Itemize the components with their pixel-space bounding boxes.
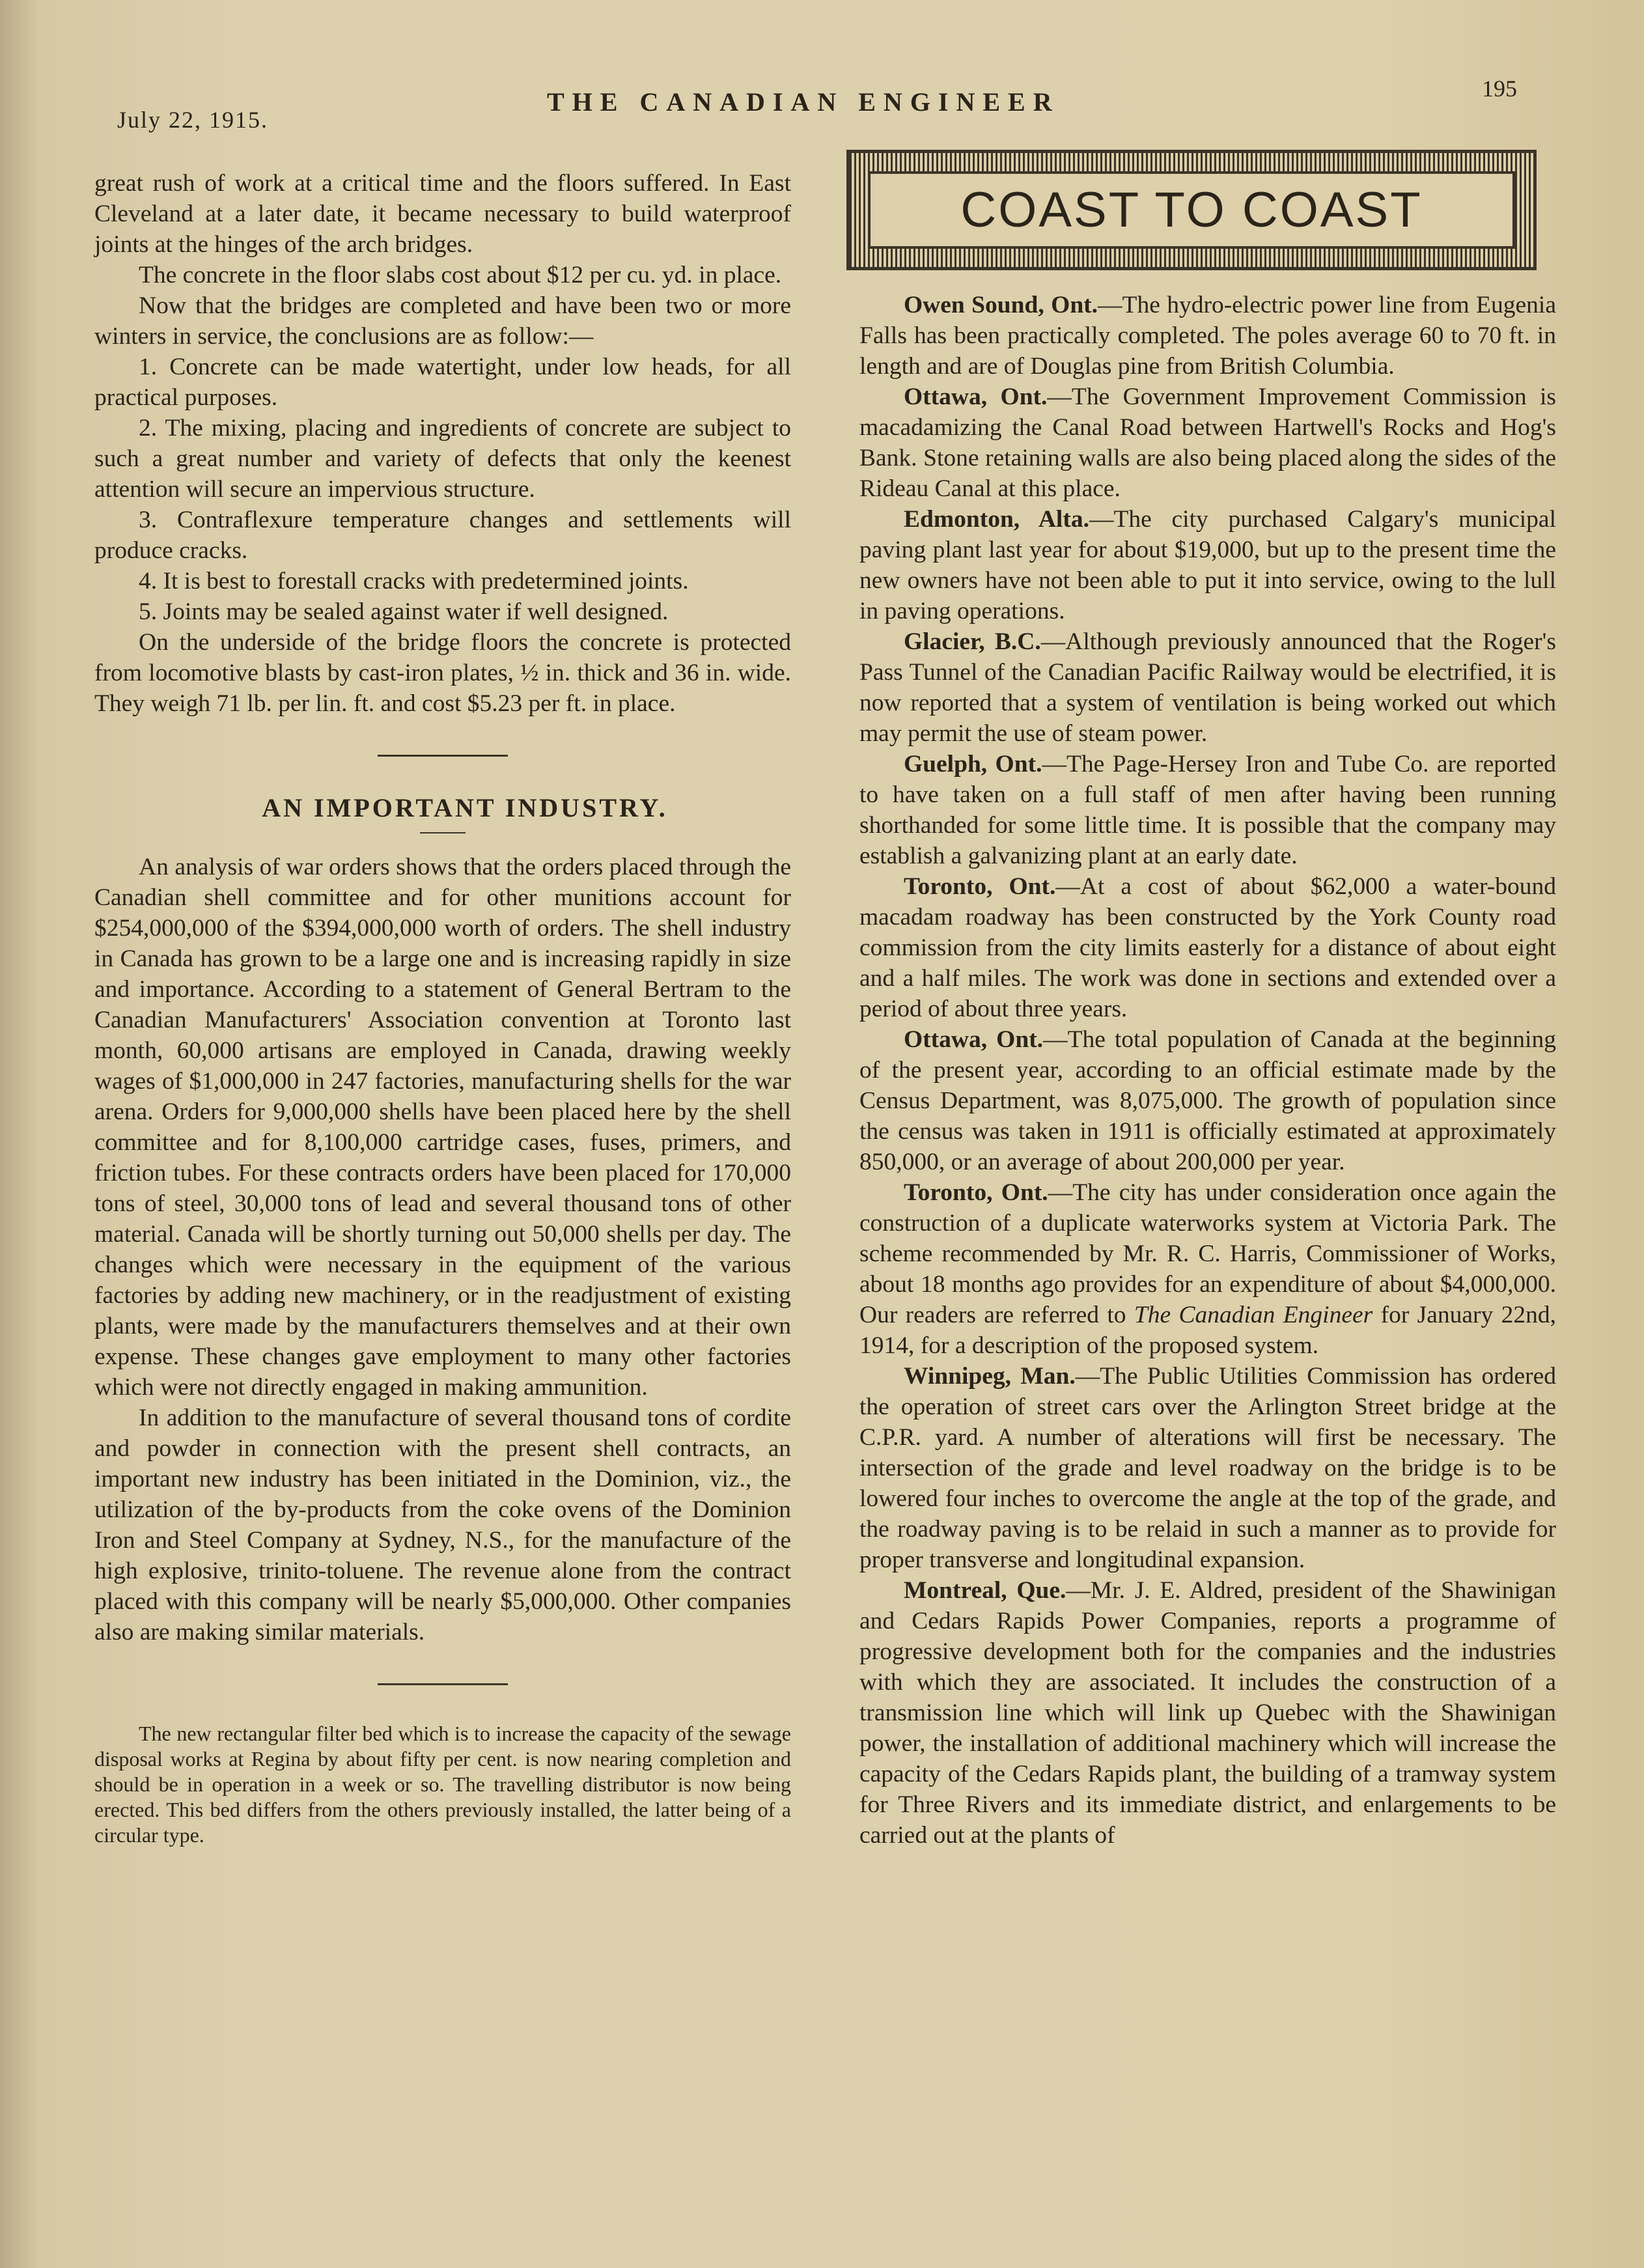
news-text: —The Public Utilities Commission has ordered the operation of street cars over the Arlington Street bridge at the C.P.R. yard. A number of alterations will first be necessary. The intersection of the grade and level roadway on the bridge is to be lowered four inches to overcome the angle at the top of the grade, and the roadway paving is to be relaid in such a manner as to provide for proper transverse and longitudinal expansion. — [859, 1363, 1556, 1573]
banner-frame — [868, 171, 1515, 249]
footnote — [94, 1721, 791, 1848]
page-header — [117, 68, 1517, 133]
paragraph: Now that the bridges are completed and have been two or more winters in service, the conclusions are as follow:— — [94, 292, 791, 350]
conclusion-item: 5. Joints may be sealed against water if well designed. — [139, 598, 669, 625]
news-text: —The city has under consideration once again the construction of a duplicate waterworks system at Victoria Park. The scheme recommended by Mr. R. C. Harris, Commissioner of Works, about 18 months ago provides for an expenditure of about $4,000,000. Our readers are referred to — [859, 1179, 1556, 1328]
news-place: Ottawa, Ont. — [904, 384, 1048, 410]
banner-title: COAST TO COAST — [960, 182, 1423, 238]
news-place: Winnipeg, Man. — [904, 1363, 1076, 1390]
left-column — [94, 168, 791, 1848]
news-text: —The hydro-electric power line from Eugenia Falls has been practically completed. The poles average 60 to 70 ft. in length and are of Douglas pine from British Columbia. — [859, 292, 1556, 380]
news-text: —Mr. J. E. Aldred, president of the Shawinigan and Cedars Rapids Power Companies, reports a programme of progressive development both for the companies and the industries with which they are associated. It includes the construction of a transmission line which will link up Quebec with the Shawinigan power, the installation of additional machinery which will increase the capacity of the Cedars Rapids plant, the building of a tramway system for Three Rivers and its immediate district, and enlargements to be carried out at the plants of — [859, 1577, 1557, 1849]
right-column — [859, 290, 1556, 1851]
news-item — [859, 1361, 1556, 1575]
journal-reference: The Canadian Engineer — [1134, 1302, 1373, 1328]
news-item — [859, 749, 1556, 871]
section-divider — [378, 1683, 508, 1685]
news-item — [859, 1575, 1556, 1851]
footnote-text: The new rectangular filter bed which is to increase the capacity of the sewage disposal works at Regina by about fifty per cent. is now nearing completion and should be in operation in a week or so. The travelling distributor is now being erected. This bed differs from the others previously installed, the latter being of a circular type. — [94, 1722, 791, 1847]
news-item — [859, 626, 1556, 749]
news-place: Edmonton, Alta. — [904, 506, 1089, 533]
news-place: Owen Sound, Ont. — [904, 292, 1098, 318]
news-item — [859, 1024, 1556, 1177]
news-item — [859, 290, 1556, 382]
news-text: —At a cost of about $62,000 a water-bound macadam roadway has been constructed by the York County road commission from the city limits easterly for a distance of about eight and a half miles. The work was done in sections and extended over a period of about three years. — [859, 873, 1556, 1022]
issue-date: July 22, 1915. — [117, 107, 269, 133]
conclusion-item: 3. Contraflexure temperature changes and settlements will produce cracks. — [94, 507, 791, 564]
news-place: Toronto, Ont. — [904, 873, 1056, 900]
news-item — [859, 1177, 1556, 1361]
conclusion-item: 2. The mixing, placing and ingredients of concrete are subject to such a great number and variety of defects that only the keenest attention will secure an impervious structure. — [94, 415, 791, 503]
title-underline — [420, 832, 466, 833]
news-place: Ottawa, Ont. — [904, 1026, 1044, 1053]
news-text: for January 22nd, 1914, for a description of the proposed system. — [859, 1302, 1556, 1359]
news-item — [859, 382, 1556, 504]
page-number: 195 — [1482, 76, 1517, 102]
news-text: —The Page-Hersey Iron and Tube Co. are reported to have taken on a full staff of men after having been running shorthanded for some little time. It is possible that the company may establish a galvanizing plant at an early date. — [859, 751, 1557, 869]
news-place: Toronto, Ont. — [904, 1179, 1048, 1206]
section-title: AN IMPORTANT INDUSTRY. — [262, 793, 668, 822]
paragraph: An analysis of war orders shows that the orders placed through the Canadian shell committee and for other munitions account for $254,000,000 of the $394,000,000 worth of orders. The shell industry in Canada has grown to be a large one and is increasing rapidly in size and importance. According to a statement of General Bertram to the Canadian Manufacturers' Association convention at Toronto last month, 60,000 artisans are employed in Canada, drawing weekly wages of $1,000,000 in 247 factories, manufacturing shells for the war arena. Orders for 9,000,000 shells have been placed here by the shell committee and for 8,100,000 cartridge cases, fuses, primers, and friction tubes. For these contracts orders have been placed for 170,000 tons of steel, 30,000 tons of lead and several thousand tons of other material. Canada will be shortly turning out 50,000 shells per day. The changes which were necessary in the equipment of the various factories by adding new machinery, or in the readjustment of existing plants, were made by the manufacturers themselves and at their own expense. These changes gave employment to many other factories which were not directly engaged in making ammunition. — [94, 854, 791, 1401]
news-text: —Although previously announced that the Roger's Pass Tunnel of the Canadian Pacific Railway would be electrified, it is now reported that a system of ventilation is being worked out which may permit the use of steam power. — [859, 628, 1556, 747]
journal-title: THE CANADIAN ENGINEER — [547, 87, 1060, 117]
coast-to-coast-banner — [846, 150, 1537, 270]
news-place: Glacier, B.C. — [904, 628, 1041, 655]
paragraph: On the underside of the bridge floors the concrete is protected from locomotive blasts by cast-iron plates, ½ in. thick and 36 in. wide. They weigh 71 lb. per lin. ft. and cost $5.23 per ft. in place. — [94, 629, 791, 717]
paragraph: The concrete in the floor slabs cost about $12 per cu. yd. in place. — [139, 262, 782, 288]
news-place: Guelph, Ont. — [904, 751, 1042, 777]
news-text: —The Government Improvement Commission is macadamizing the Canal Road between Hartwell's Rocks and Hog's Bank. Stone retaining walls are also being placed along the sides of the Rideau Canal at this place. — [859, 384, 1556, 502]
news-item — [859, 504, 1556, 626]
paragraph: great rush of work at a critical time and the floors suffered. In East Cleveland at a later date, it became necessary to build waterproof joints at the hinges of the arch bridges. — [94, 170, 791, 258]
conclusion-item: 4. It is best to forestall cracks with predetermined joints. — [139, 568, 689, 595]
paragraph: In addition to the manufacture of several thousand tons of cordite and powder in connection with the present shell contracts, an important new industry has been initiated in the Dominion, viz., the utilization of the by-products from the coke ovens of the Dominion Iron and Steel Company at Sydney, N.S., for the manufacture of the high explosive, trinito-toluene. The revenue alone from the contract placed with this company will be nearly $5,000,000. Other companies also are making similar materials. — [94, 1405, 791, 1645]
section-divider — [378, 755, 508, 757]
news-text: —The total population of Canada at the beginning of the present year, according to an official estimate made by the Census Department, was 8,075,000. The growth of population since the census was taken in 1911 is officially estimated at approximately 850,000, or an average of about 200,000 per year. — [859, 1026, 1556, 1175]
conclusion-item: 1. Concrete can be made watertight, under low heads, for all practical purposes. — [94, 354, 791, 411]
news-place: Montreal, Que. — [904, 1577, 1066, 1604]
news-text: —The city purchased Calgary's municipal paving plant last year for about $19,000, but up to the present time the new owners have not been able to put it into service, owing to the lull in paving operations. — [859, 506, 1556, 624]
news-item — [859, 871, 1556, 1024]
